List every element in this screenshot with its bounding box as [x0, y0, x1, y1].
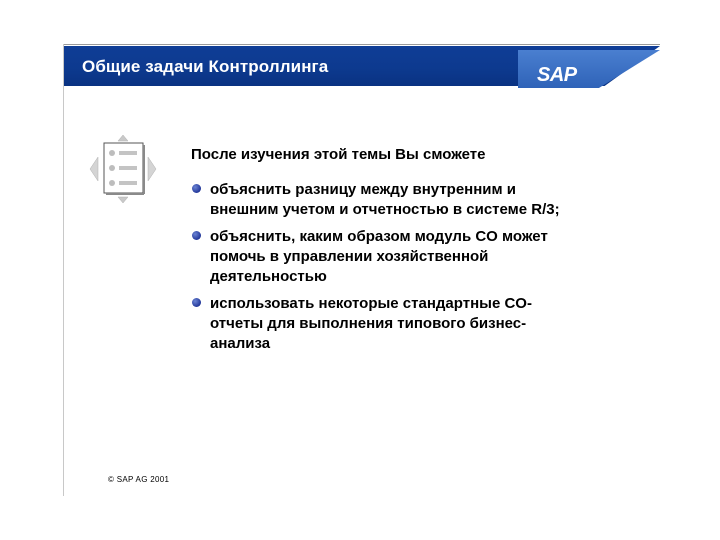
list-item: [191, 227, 611, 287]
bullet-dot-icon: [192, 298, 201, 307]
objectives-list: [191, 180, 611, 361]
list-item-text: объяснить разницу между внутренним и внешним учетом и отчетностью в системе R/3;: [210, 181, 560, 218]
bullet-dot-icon: [192, 231, 201, 240]
sap-logo-text: SAP: [537, 64, 577, 86]
intro-heading: После изучения этой темы Вы сможете: [191, 146, 486, 163]
list-item-text: использовать некоторые стандартные CO- отчеты для выполнения типового бизнес- анализа: [210, 295, 532, 352]
left-divider: [63, 44, 64, 496]
list-item: [191, 180, 611, 220]
copyright-notice: © SAP AG 2001: [108, 475, 170, 484]
slide-title: Общие задачи Контроллинга: [82, 57, 329, 76]
top-divider: [64, 44, 660, 45]
list-item: [191, 294, 611, 354]
objectives-list-icon: [88, 134, 158, 204]
bullet-dot-icon: [192, 184, 201, 193]
list-item-text: объяснить, каким образом модуль CO может помочь в управлении хозяйственной деятельностью: [210, 228, 548, 285]
